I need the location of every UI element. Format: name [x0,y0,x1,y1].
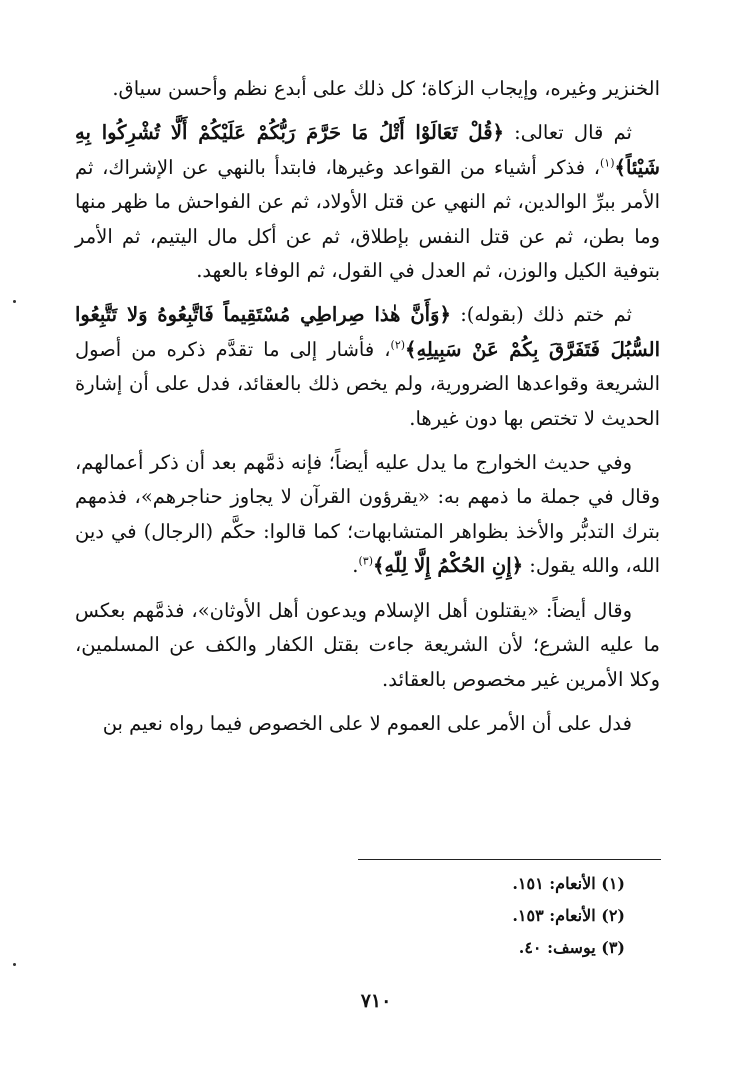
footnotes [325,868,625,964]
text-segment: . [352,554,359,578]
scan-speck [13,963,16,966]
page-number: ٧١٠ [360,990,392,1012]
quran-verse: ﴿إِنِ الحُكْمُ إِلَّا لِلّهِ﴾ [373,554,524,578]
paragraph [75,72,660,106]
footnote-reference: (٢) [390,338,406,352]
paragraph [75,298,660,436]
footnote: (١) الأنعام: ١٥١. [512,874,625,893]
paragraph [75,594,660,697]
text-segment: وقال أيضاً: «يقتلون أهل الإسلام ويدعون أهل الأوثان»، فذمَّهم بعكس ما عليه الشرع؛ لأن الشريعة جاءت بقتل الكفار والكف عن المسلمين، وكلا الأمرين غير مخصوص بالعقائد. [75,598,660,691]
text-segment: وفي حديث الخوارج ما يدل عليه أيضاً؛ فإنه ذمَّهم بعد أن ذكر أعمالهم، وقال في جملة ما ذمهم به: «يقرؤون القرآن لا يجاوز حناجرهم»، فذمهم بترك التدبُّر والأخذ بظواهر المتشابهات؛ كما قالوا: حكَّم (الرجال) في دين الله، والله يقول: [75,451,660,578]
scan-speck [13,300,16,303]
paragraph [75,446,660,584]
footnote: (٢) الأنعام: ١٥٣. [512,906,625,925]
footnote: (٣) يوسف: ٤٠. [518,938,625,957]
paragraph [75,707,660,741]
quran-verse: ﴿وَأَنَّ هٰذا صِراطِي مُسْتَقِيماً فَاتَّبِعُوهُ وَلا تَتَّبِعُوا السُّبُلَ فَتَفَرَّقَ بِكُمْ عَنْ سَبِيلِهِ﴾ [75,303,660,361]
text-segment: ، فأشار إلى ما تقدَّم ذكره من أصول الشريعة وقواعدها الضرورية، ولم يخص ذلك بالعقائد، فدل على أن إشارة الحديث لا تختص بها دون غيرها. [75,337,660,430]
paragraph [75,116,660,288]
footnote-reference: (١) [600,156,615,170]
main-text [75,72,660,741]
text-segment: ثم قال تعالى: [503,121,632,145]
text-segment: ثم ختم ذلك (بقوله): [450,303,632,327]
footnote-separator [358,859,661,860]
text-segment: ، فذكر أشياء من القواعد وغيرها، فابتدأ بالنهي عن الإشراك، ثم الأمر ببرِّ الوالدين، ثم النهي عن قتل الأولاد، ثم عن الفواحش ما ظهر منها وما بطن، ثم عن قتل النفس بإطلاق، ثم عن أكل مال اليتيم، ثم الأمر بتوفية الكيل والوزن، ثم العدل في القول، ثم الوفاء بالعهد. [75,155,660,283]
text-segment: الخنزير وغيره، وإيجاب الزكاة؛ كل ذلك على أبدع نظم وأحسن سياق. [112,77,660,100]
text-segment: فدل على أن الأمر على العموم لا على الخصوص فيما رواه نعيم بن [102,711,632,735]
footnote-reference: (٣) [358,554,373,568]
quran-verse: ﴿قُلْ تَعَالَوْا أَتْلُ مَا حَرَّمَ رَبُّكُمْ عَلَيْكُمْ أَلَّا تُشْرِكُوا بِهِ شَيْئاً﴾ [75,121,660,179]
